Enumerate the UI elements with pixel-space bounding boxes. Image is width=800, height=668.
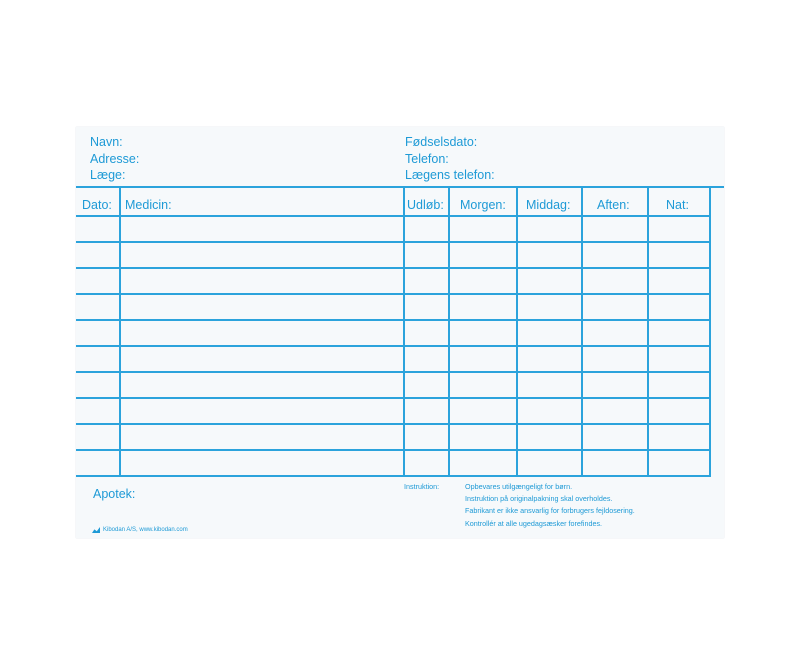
birthdate-label: Fødselsdato: — [405, 135, 478, 149]
column-divider — [709, 186, 711, 477]
company-credit: Kibodan A/S, www.kibodan.com — [103, 527, 188, 533]
header-bottom-line — [76, 215, 709, 217]
column-header-morning: Morgen: — [460, 198, 506, 212]
column-header-evening: Aften: — [597, 198, 630, 212]
column-divider — [448, 188, 450, 477]
address-label: Adresse: — [90, 152, 140, 166]
row-line — [76, 345, 709, 347]
kibodan-logo-icon — [92, 527, 100, 533]
row-line — [76, 241, 709, 243]
medication-card — [76, 127, 724, 538]
column-divider — [581, 188, 583, 477]
table-top-line — [76, 186, 724, 188]
column-header-night: Nat: — [666, 198, 689, 212]
column-divider — [119, 188, 121, 477]
instruction-label: Instruktion: — [404, 482, 440, 491]
column-divider — [647, 188, 649, 477]
column-divider — [403, 188, 405, 477]
table-bottom-line — [76, 475, 709, 477]
row-line — [76, 449, 709, 451]
name-label: Navn: — [90, 135, 123, 149]
column-header-midday: Middag: — [526, 198, 571, 212]
phone-label: Telefon: — [405, 152, 449, 166]
instruction-line: Opbevares utilgængeligt for børn. — [465, 482, 573, 491]
instruction-line: Instruktion på originalpakning skal overholdes. — [465, 494, 613, 503]
column-header-date: Dato: — [82, 198, 112, 212]
column-divider — [516, 188, 518, 477]
doctor-label: Læge: — [90, 168, 126, 182]
instruction-line: Fabrikant er ikke ansvarlig for forbrugers fejldosering. — [465, 506, 635, 515]
instruction-line: Kontrollér at alle ugedagsæsker forefindes. — [465, 519, 603, 528]
column-header-medicine: Medicin: — [125, 198, 172, 212]
row-line — [76, 293, 709, 295]
column-header-expiry: Udløb: — [407, 198, 444, 212]
row-line — [76, 423, 709, 425]
row-line — [76, 319, 709, 321]
doctor-phone-label: Lægens telefon: — [405, 168, 495, 182]
pharmacy-label: Apotek: — [93, 487, 136, 501]
row-line — [76, 371, 709, 373]
row-line — [76, 397, 709, 399]
row-line — [76, 267, 709, 269]
